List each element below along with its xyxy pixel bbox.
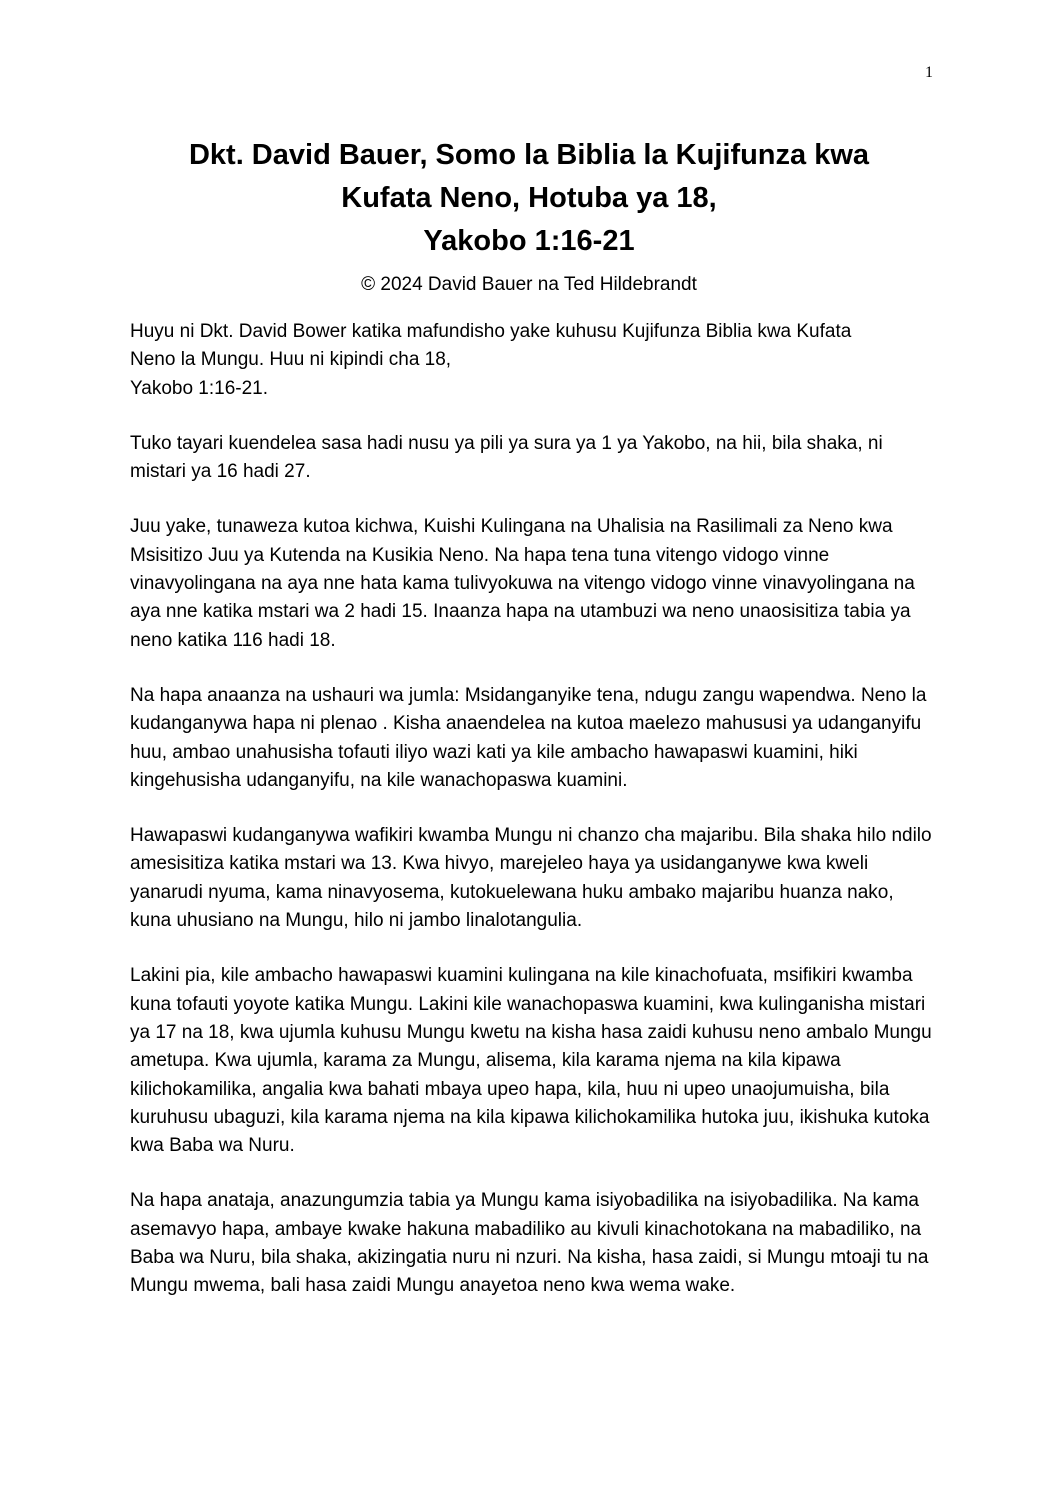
document-title-line-2: Kufata Neno, Hotuba ya 18,	[341, 182, 717, 214]
paragraph: Lakini pia, kile ambacho hawapaswi kuamini kulingana na kile kinachofuata, msifikiri kwamba kuna tofauti yoyote katika Mungu. Lakini kile wanachopaswa kuamini, kwa kulinganisha mistari ya 17 na 18, kwa ujumla kuhusu Mungu kwetu na kisha hasa zaidi kuhusu neno ambalo Mungu ametupa. Kwa ujumla, karama za Mungu, alisema, kila karama njema na kila kipawa kilichokamilika, angalia kwa bahati mbaya upeo hapa, kila, huu ni upeo unaojumuisha, bila kuruhusu ubaguzi, kila karama njema na kila kipawa kilichokamilika hutoka juu, ikishuka kutoka kwa Baba wa Nuru.	[130, 965, 932, 1157]
copyright-notice: © 2024 David Bauer na Ted Hildebrandt	[361, 274, 697, 295]
page-number: 1	[925, 64, 933, 81]
document-title-line-1: Dkt. David Bauer, Somo la Biblia la Kujifunza kwa	[188, 139, 870, 171]
document-header	[0, 134, 1058, 299]
paragraph: Na hapa anaanza na ushauri wa jumla: Msidanganyike tena, ndugu zangu wapendwa. Neno la kudanganywa hapa ni plenao . Kisha anaendelea na kutoa maelezo mahususi ya udanganyifu huu, ambao unahusisha tofauti iliyo wazi kati ya kile ambacho hawapaswi kuamini, hiki kingehusisha udanganyifu, na kile wanachopaswa kuamini.	[130, 684, 927, 791]
paragraph: Juu yake, tunaweza kutoa kichwa, Kuishi Kulingana na Uhalisia na Rasilimali za Neno kwa Msisitizo Juu ya Kutenda na Kusikia Neno. Na hapa tena tuna vitengo vidogo vinne vinavyolingana na aya nne hata kama tulivyokuwa na vitengo vidogo vinne vinavyolingana na aya nne katika mstari wa 2 hadi 15. Inaanza hapa na utambuzi wa neno unaosisitiza tabia ya neno katika 116 hadi 18.	[130, 516, 915, 651]
paragraph-intro	[130, 318, 940, 403]
paragraph: Tuko tayari kuendelea sasa hadi nusu ya pili ya sura ya 1 ya Yakobo, na hii, bila shaka, ni mistari ya 16 hadi 27.	[130, 432, 883, 483]
paragraph: Hawapaswi kudanganywa wafikiri kwamba Mungu ni chanzo cha majaribu. Bila shaka hilo ndilo amesisitiza katika mstari wa 13. Kwa hivyo, marejeleo haya ya usidanganywe kwa kweli yanarudi nyuma, kama ninavyosema, kutokuelewana huku ambako majaribu huanza nako, kuna uhusiano na Mungu, hilo ni jambo linalotangulia.	[130, 825, 932, 932]
paragraph-intro-line-1: Huyu ni Dkt. David Bower katika mafundisho yake kuhusu Kujifunza Biblia kwa Kufata	[130, 321, 852, 342]
paragraph-intro-line-3: Yakobo 1:16-21.	[130, 377, 269, 399]
document-title-line-3: Yakobo 1:16-21	[423, 225, 635, 257]
paragraph-intro-line-2: Neno la Mungu. Huu ni kipindi cha 18,	[130, 349, 452, 371]
document-body	[130, 318, 940, 1328]
paragraph: Na hapa anataja, anazungumzia tabia ya Mungu kama isiyobadilika na isiyobadilika. Na kama asemavyo hapa, ambaye kwake hakuna mabadiliko au kivuli kinachotokana na mabadiliko, na Baba wa Nuru, bila shaka, akizingatia nuru ni nzuri. Na kisha, hasa zaidi, si Mungu mtoaji tu na Mungu mwema, bali hasa zaidi Mungu anayetoa neno kwa wema wake.	[130, 1190, 929, 1297]
